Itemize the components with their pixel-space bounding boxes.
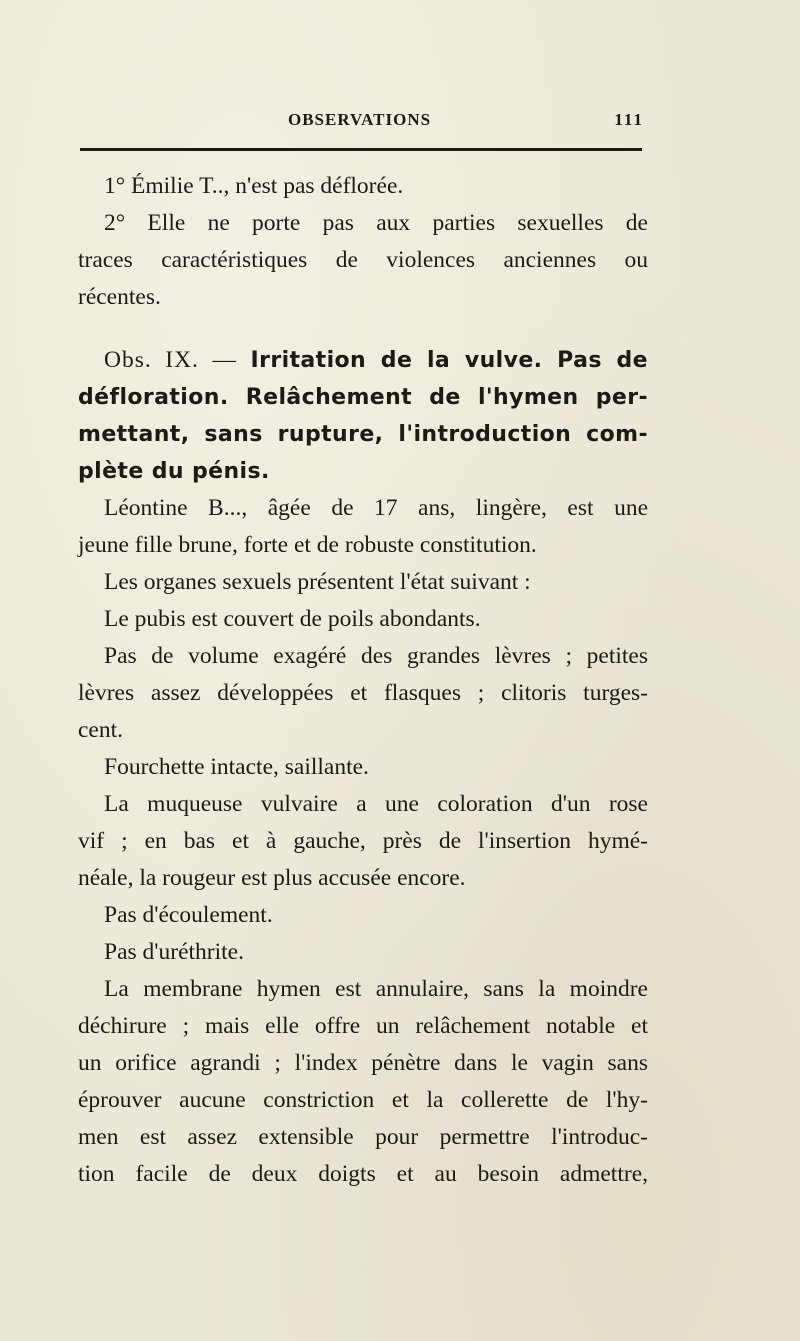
observation-heading-line: plète du pénis. <box>78 459 270 484</box>
paragraph-line: Pas d'écoulement. <box>104 902 273 928</box>
paragraph-line: éprouver aucune constriction et la collerette de l'hy- <box>78 1087 648 1113</box>
paragraph-gap <box>78 316 648 342</box>
page-number: 111 <box>614 110 644 129</box>
observation-heading-line: mettant, sans rupture, l'introduction com- <box>78 422 648 447</box>
observation-label: Obs. IX. — <box>104 347 251 373</box>
running-title: OBSERVATIONS <box>288 110 432 129</box>
paragraph-line: Le pubis est couvert de poils abondants. <box>104 606 481 632</box>
paragraph-line: cent. <box>78 717 124 743</box>
paragraph-line: tion facile de deux doigts et au besoin admettre, <box>78 1161 648 1187</box>
paragraph-line: Pas de volume exagéré des grandes lèvres ; petites <box>104 643 648 669</box>
paragraph-line: vif ; en bas et à gauche, près de l'insertion hymé- <box>78 828 648 854</box>
paragraph-line: 1° Émilie T.., n'est pas déflorée. <box>104 173 404 199</box>
paragraph-line: Léontine B..., âgée de 17 ans, lingère, est une <box>104 495 648 521</box>
paragraph-line: jeune fille brune, forte et de robuste constitution. <box>78 532 537 558</box>
paragraph-line: déchirure ; mais elle offre un relâchement notable et <box>78 1013 648 1039</box>
paragraph-line: néale, la rougeur est plus accusée encore. <box>78 865 466 891</box>
page-header <box>80 108 648 136</box>
header-rule <box>80 148 642 151</box>
paragraph-line: récentes. <box>78 284 161 310</box>
paragraph-line: men est assez extensible pour permettre l'introduc- <box>78 1124 648 1150</box>
observation-heading-line: défloration. Relâchement de l'hymen per- <box>78 385 648 410</box>
paragraph-line: lèvres assez développées et flasques ; clitoris turges- <box>78 680 648 706</box>
observation-title: Irritation de la vulve. Pas de <box>250 348 648 373</box>
paragraph-line: traces caractéristiques de violences anciennes ou <box>78 247 648 273</box>
paragraph-line: La membrane hymen est annulaire, sans la moindre <box>104 976 648 1002</box>
paragraph-line: Pas d'uréthrite. <box>104 939 244 965</box>
paragraph-line: 2° Elle ne porte pas aux parties sexuelles de <box>104 210 648 236</box>
observation-heading-line <box>78 342 648 379</box>
paragraph-line: Fourchette intacte, saillante. <box>104 754 369 780</box>
paragraph-line: un orifice agrandi ; l'index pénètre dans le vagin sans <box>78 1050 648 1076</box>
paragraph-line: La muqueuse vulvaire a une coloration d'un rose <box>104 791 648 817</box>
paragraph-line: Les organes sexuels présentent l'état suivant : <box>104 569 531 595</box>
body-text <box>78 168 648 1193</box>
